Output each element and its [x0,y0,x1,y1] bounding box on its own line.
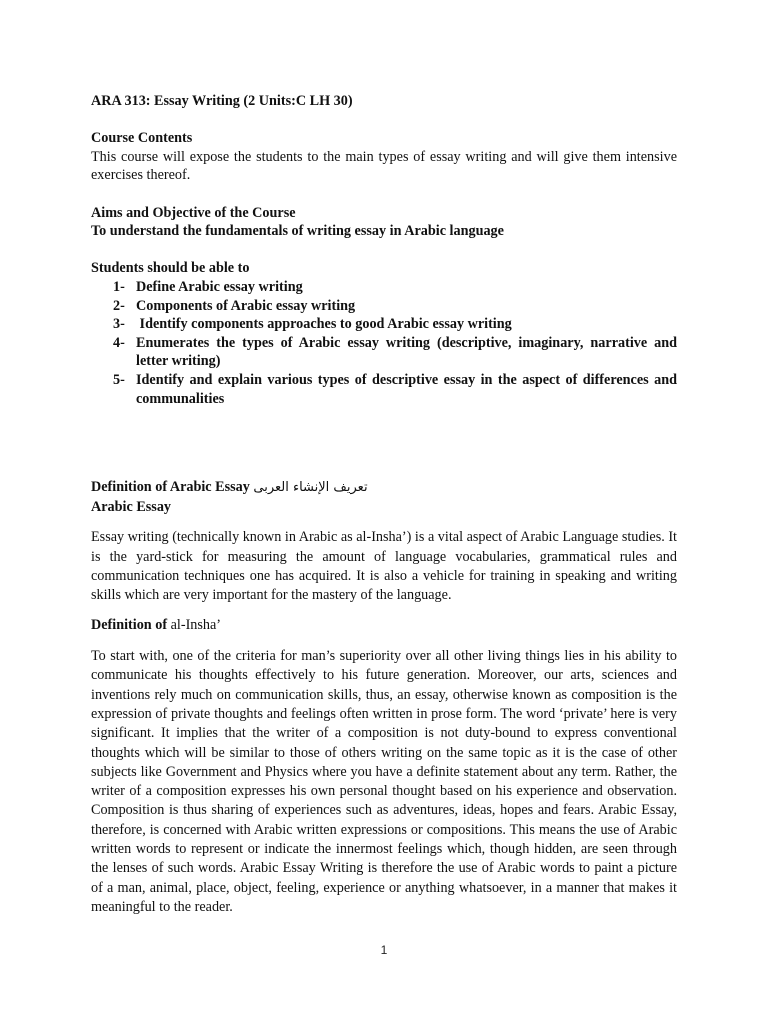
aims-heading: Aims and Objective of the Course [91,204,296,221]
list-number: 1- [113,278,125,295]
list-item [91,297,677,316]
list-item [91,334,677,371]
list-number: 2- [113,297,125,314]
insha-heading-normal: al-Insha’ [167,617,222,634]
list-item-text: Define Arabic essay writing [136,278,303,295]
essay-paragraph: Essay writing (technically known in Arabic as al-Insha’) is a vital aspect of Arabic Language studies. It is the yard-stick for measuring the amount of language vocabularies, grammatical rules and communication techniques one has acquired. It is also a vehicle for training in speaking and writing skills which are very important for the mastery of the language. [91,529,677,604]
list-item-text: Components of Arabic essay writing [136,297,356,314]
list-number: 5- [113,371,125,388]
list-item-text: Identify components approaches to good Arabic essay writing [136,316,512,333]
document-body [91,92,677,917]
insha-definition-heading [91,616,677,635]
objectives-intro: Students should be able to [91,260,250,277]
course-contents-heading: Course Contents [91,130,193,147]
page-number: 1 [380,943,388,957]
list-item-text: Enumerates the types of Arabic essay writing (descriptive, imaginary, narrative and letter writing) [136,334,677,370]
spacer [91,241,677,260]
list-number: 4- [113,334,125,351]
definition-heading-text: Definition of Arabic Essay [91,479,250,496]
list-item [91,278,677,297]
definition-heading [91,478,677,498]
definition-heading-arabic: تعريف الإنشاء العربى [253,480,368,496]
list-number: 3- [113,316,125,333]
arabic-essay-subheading: Arabic Essay [91,498,172,515]
objectives-list [91,278,677,408]
course-title: ARA 313: Essay Writing (2 Units:C LH 30) [91,93,353,109]
aims-subheading: To understand the fundamentals of writing essay in Arabic language [91,223,504,240]
list-item [91,371,677,408]
list-item-text: Identify and explain various types of descriptive essay in the aspect of differences and communalities [136,371,677,407]
insha-paragraph: To start with, one of the criteria for man’s superiority over all other living things lies in his ability to communicate his thoughts effectively to his future generation. Moreover, our arts, sciences and inventions rely much on communication skills, thus, an essay, otherwise known as composition is the expression of private thoughts and feelings often written in prose form. The word ‘private’ here is very significant. It implies that the writer of a composition is not duty-bound to express conventional thoughts which will be similar to those of others writing on the same topic as it is the case of other subjects like Government and Physics where you have a definite statement about any term. Rather, the writer of a composition expresses his own personal thought based on his experience and observation. Composition is thus sharing of experiences such as adventures, ideas, hopes and fears. Arabic Essay, therefore, is concerned with Arabic written expressions or compositions. This means the use of Arabic written words to represent or indicate the innermost feelings which, though hidden, are seen through the lenses of such words. Arabic Essay Writing is therefore the use of Arabic words to paint a picture of a man, animal, place, object, feeling, experience or anything whatsoever, in a manner that makes it meaningful to the reader. [91,648,677,915]
spacer [91,185,677,204]
course-contents-text: This course will expose the students to the main types of essay writing and will give them intensive exercises thereof. [91,148,677,184]
list-item [91,315,677,334]
insha-heading-bold: Definition of [91,617,168,634]
